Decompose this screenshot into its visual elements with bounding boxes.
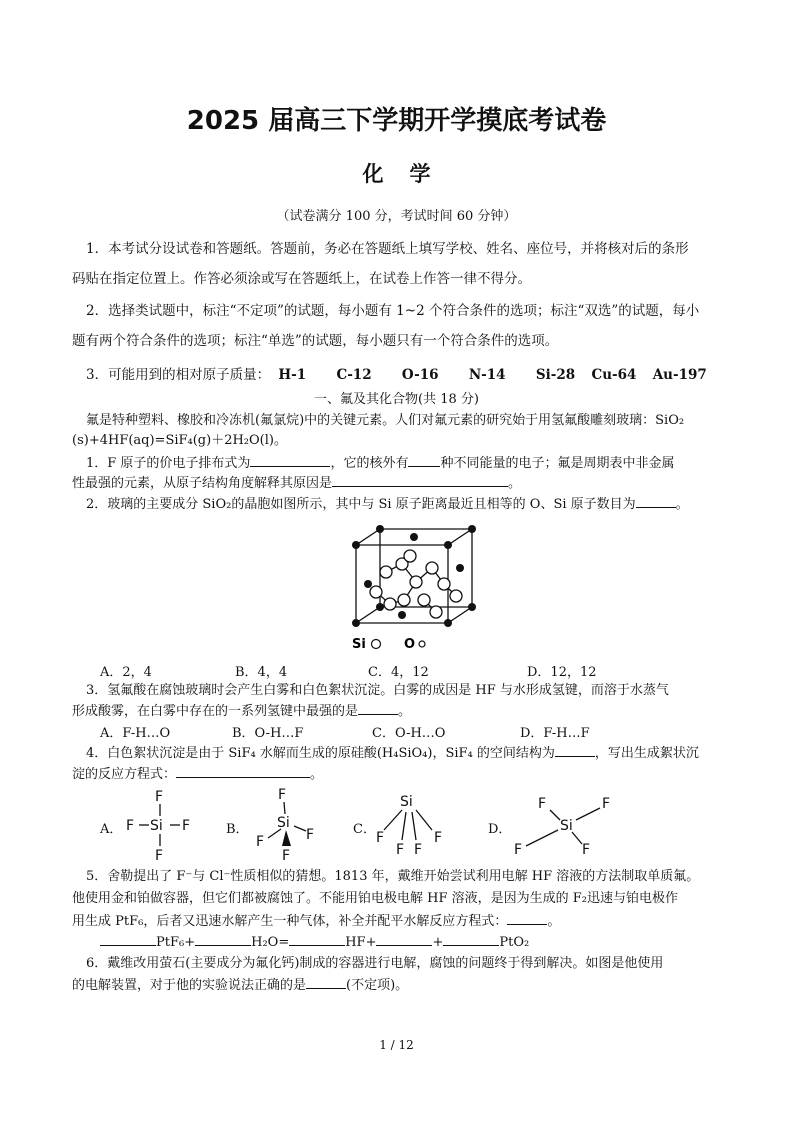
fluorine-atom: F — [514, 842, 523, 858]
silicon-atom: Si — [277, 815, 290, 831]
page-number: 1 / 12 — [379, 1038, 414, 1052]
fluorine-atom: F — [155, 789, 164, 805]
question-4-line-2 — [72, 764, 732, 784]
legend-o-symbol — [419, 641, 425, 647]
exam-title: 2025 届高三下学期开学摸底考试卷 — [186, 106, 607, 136]
fluorine-atom: F — [602, 796, 611, 812]
silicon-atom: Si — [560, 818, 573, 834]
question-1-line-1 — [86, 453, 746, 473]
instruction-2-line-1: 2．选择类试题中，标注“不定项”的试题，每小题有 1~2 个符合条件的选项；标注“双选”的试题，每小 — [86, 303, 700, 319]
q4-option-b-label[interactable]: B． — [226, 822, 249, 837]
question-5-line-3 — [72, 911, 732, 931]
atomic-mass-o: O-16 — [401, 367, 439, 383]
q1-text-c: 种不同能量的电子；氟是周期表中非金属 — [440, 456, 675, 471]
legend-si-symbol — [372, 640, 381, 649]
q1-text-a: 1．F 原子的价电子排布式为 — [86, 456, 251, 471]
q2-option-b[interactable]: B．4，4 — [235, 665, 288, 680]
q5-eq-ptf6: PtF₆+ — [156, 935, 196, 950]
q4-option-d-label[interactable]: D． — [488, 822, 512, 837]
q5-eq-h2o: H₂O= — [251, 935, 290, 950]
q4-option-c-structure[interactable] — [370, 792, 454, 856]
fluorine-atom: F — [256, 834, 265, 850]
q2-option-a[interactable]: A．2，4 — [100, 665, 152, 680]
fluorine-atom: F — [155, 848, 164, 862]
subject-title: 化学 — [362, 161, 457, 186]
q5-coefficient-blank-4[interactable] — [376, 932, 432, 946]
q5-text-b: 。 — [547, 914, 561, 929]
question-5-line-1: 5．舍勒提出了 F⁻与 Cl⁻性质相似的猜想。1813 年，戴维开始尝试利用电解 HF 溶液的方法制取单质氟。 — [86, 869, 700, 884]
atomic-mass-n: N-14 — [468, 367, 506, 383]
atomic-mass-h: H-1 — [278, 367, 307, 383]
q4-option-a-structure[interactable] — [124, 788, 200, 862]
fluorine-atom: F — [282, 848, 291, 862]
q4-answer-blank-2[interactable] — [176, 764, 310, 778]
q3-option-a[interactable]: A．F-H…O — [100, 726, 171, 741]
q1-answer-blank-1[interactable] — [250, 453, 330, 467]
question-6-line-1: 6．戴维改用萤石(主要成分为氟化钙)制成的容器进行电解，腐蚀的问题终于得到解决。如图是他使用 — [86, 956, 664, 971]
question-1-line-2 — [72, 473, 732, 493]
q4-option-b-structure[interactable] — [248, 786, 320, 862]
q5-text-a: 用生成 PtF₆，后者又迅速水解产生一种气体，补全并配平水解反应方程式： — [72, 914, 508, 929]
q2-text-b: 。 — [675, 497, 689, 512]
silicon-atom: Si — [150, 818, 163, 834]
question-2 — [86, 494, 746, 514]
q1-text-e: 。 — [508, 476, 522, 491]
q1-text-d: 性最强的元素，从原子结构角度解释其原因是 — [72, 476, 333, 491]
q6-text-a: 的电解装置，对于他的实验说法正确的是 — [72, 978, 307, 993]
fluorine-atom: F — [278, 787, 287, 803]
fluorine-atom: F — [582, 842, 591, 858]
instruction-1-line-1: 1．本考试分设试卷和答题纸。答题前，务必在答题纸上填写学校、姓名、座位号，并将核对后的条形 — [86, 241, 689, 257]
legend-o-label: O — [404, 637, 416, 652]
q5-coefficient-blank-5[interactable] — [443, 932, 499, 946]
q4-text-c: 淀的反应方程式： — [72, 767, 177, 782]
section-heading: 一、氟及其化合物(共 18 分) — [314, 392, 479, 407]
q1-answer-blank-3[interactable] — [332, 473, 508, 487]
q2-option-d[interactable]: D．12，12 — [527, 665, 597, 680]
q4-answer-blank-1[interactable] — [555, 743, 595, 757]
instruction-3 — [86, 366, 746, 385]
q5-eq-hf: HF+ — [345, 935, 377, 950]
fluorine-atom: F — [538, 796, 547, 812]
question-6-line-2 — [72, 975, 732, 995]
question-3-line-2 — [72, 701, 732, 721]
fluorine-atom: F — [376, 830, 385, 846]
atomic-mass-au: Au-197 — [652, 367, 707, 383]
question-4-line-1 — [86, 743, 746, 763]
fluorine-atom: F — [126, 818, 135, 834]
q4-text-a: 4．白色絮状沉淀是由于 SiF₄ 水解而生成的原硅酸(H₄SiO₄)，SiF₄ 的空间结构为 — [86, 746, 555, 761]
q5-coefficient-blank-1[interactable] — [100, 932, 156, 946]
q6-text-b: (不定项)。 — [346, 978, 409, 993]
q4-option-c-label[interactable]: C． — [353, 822, 376, 837]
fluorine-atom: F — [182, 818, 191, 834]
q4-option-a-label[interactable]: A． — [100, 822, 123, 837]
fluorine-atom: F — [434, 830, 443, 846]
section-intro-line-2: (s)+4HF(aq)=SiF₄(g)＋2H₂O(l)。 — [72, 433, 287, 448]
instruction-1-line-2: 码贴在指定位置上。作答必须涂或写在答题纸上，在试卷上作答一律不得分。 — [72, 271, 531, 287]
exam-info: （试卷满分 100 分，考试时间 60 分钟） — [276, 209, 517, 224]
question-3-line-1: 3．氢氟酸在腐蚀玻璃时会产生白雾和白色絮状沉淀。白雾的成因是 HF 与水形成氢键，而溶于水蒸气 — [86, 683, 669, 698]
q3-answer-blank[interactable] — [358, 701, 398, 715]
legend-si-label: Si — [352, 637, 366, 652]
q5-coefficient-blank-2[interactable] — [195, 932, 251, 946]
q5-answer-blank[interactable] — [507, 911, 547, 925]
q4-text-d: 。 — [310, 767, 324, 782]
q3-text-a: 形成酸雾，在白雾中存在的一系列氢键中最强的是 — [72, 704, 359, 719]
atomic-mass-si: Si-28 — [535, 367, 576, 383]
instruction-3-label: 3．可能用到的相对原子质量： — [86, 367, 271, 383]
q3-option-c[interactable]: C．O-H…O — [372, 726, 446, 741]
q3-option-b[interactable]: B．O-H…F — [232, 726, 304, 741]
sio2-unit-cell-diagram — [346, 520, 486, 654]
atomic-mass-c: C-12 — [336, 367, 372, 383]
q2-answer-blank[interactable] — [636, 494, 676, 508]
q1-text-b: ，它的核外有 — [330, 456, 409, 471]
section-intro-line-1: 氟是特种塑料、橡胶和冷冻机(氟氯烷)中的关键元素。人们对氟元素的研究始于用氢氟酸雕刻玻璃：SiO₂ — [86, 413, 685, 428]
q5-eq-pto2: PtO₂ — [499, 935, 530, 950]
q6-answer-blank[interactable] — [306, 975, 346, 989]
fluorine-atom: F — [396, 842, 405, 856]
q5-eq-plus: + — [432, 935, 444, 950]
q3-text-b: 。 — [398, 704, 412, 719]
fluorine-atom: F — [414, 842, 423, 856]
q3-option-d[interactable]: D．F-H…F — [520, 726, 590, 741]
fluorine-atom: F — [306, 827, 315, 843]
silicon-atom: Si — [400, 794, 413, 810]
instruction-2-line-2: 题有两个符合条件的选项；标注“单选”的试题，每小题只有一个符合条件的选项。 — [72, 333, 559, 349]
q5-coefficient-blank-3[interactable] — [289, 932, 345, 946]
question-5-line-2: 他使用金和铂做容器，但它们都被腐蚀了。不能用铂电极电解 HF 溶液，是因为生成的 F₂迅速与铂电极作 — [72, 891, 678, 906]
q2-text-a: 2．玻璃的主要成分 SiO₂的晶胞如图所示，其中与 Si 原子距离最近且相等的 O、Si 原子数目为 — [86, 497, 636, 512]
q4-option-d-structure[interactable] — [508, 792, 618, 860]
q4-text-b: ，写出生成絮状沉 — [594, 746, 699, 761]
q1-answer-blank-2[interactable] — [408, 453, 440, 467]
q2-option-c[interactable]: C．4，12 — [368, 665, 429, 680]
atomic-mass-cu: Cu-64 — [591, 367, 637, 383]
question-5-equation — [100, 932, 760, 952]
